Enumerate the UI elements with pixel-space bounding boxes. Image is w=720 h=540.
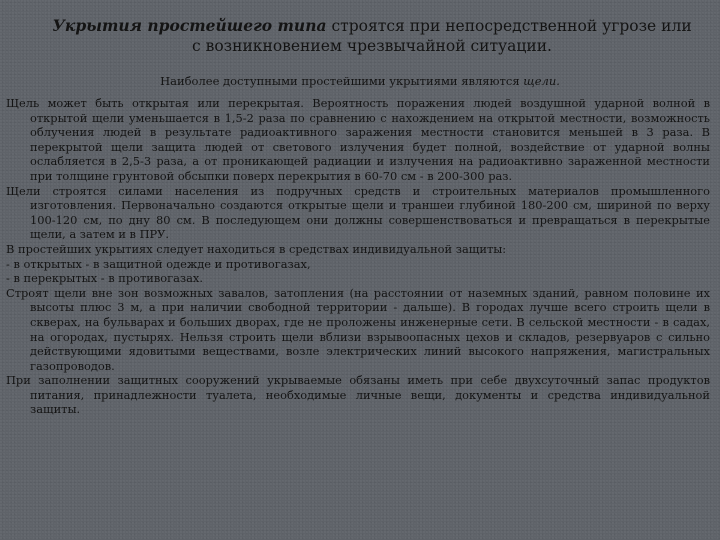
title-rest: строятся при непосредственной угрозе или с возникновением чрезвычайной ситуации. [192, 17, 692, 55]
paragraph-construction: Щели строятся силами населения из подручных средств и строительных материалов промышленного изготовления. Первоначально создаются открытые щели и траншеи глубиной 180-200 см, шириной по верху 100-120 см, по дну 80 см. В последующем они должны совершенствоваться и превращаться в перекрытые щели, а затем и в ПРУ. [6, 183, 710, 242]
paragraph-supplies: При заполнении защитных сооружений укрываемые обязаны иметь при себе двухсуточный запас продуктов питания, принадлежности туалета, необходимые личные вещи, документы и средства индивидуальной защиты. [6, 373, 710, 417]
paragraph-protection-means: В простейших укрытиях следует находиться в средствах индивидуальной защиты: [6, 241, 507, 256]
paragraph-location: Строят щели вне зон возможных завалов, затопления (на расстоянии от наземных зданий, равном половине их высоты плюс 3 м, а при наличии свободной территории - дальше). В городах лучше всего строить щели в скверах, на бульварах и больших дворах, где не проложены инженерные сети. В сельской местности - в садах, на огородах, пустырях. Нельзя строить щели вблизи взрывоопасных цехов и складов, резервуаров с сильно действующими ядовитыми веществами, возле электрических линий высокого напряжения, магистральных газопроводов. [6, 285, 710, 373]
list-item-open: - в открытых - в защитной одежде и противогазах, [6, 256, 311, 271]
list-item-covered: - в перекрытых - в противогазах. [6, 271, 203, 286]
slide-title [52, 16, 692, 56]
intro-emphasis: щели. [523, 74, 560, 88]
intro-text: Наиболее доступными простейшими укрытиями являются [160, 74, 524, 88]
paragraph-trench-types: Щель может быть открытая или перекрытая. Вероятность поражения людей воздушной ударной волной в открытой щели уменьшается в 1,5-2 раза по сравнению с нахождением на открытой местности, возможность облучения людей в результате радиоактивного заражения местности становится меньшей в 3 раза. В перекрытой щели защита людей от светового излучения будет полной, воздействие от ударной волны ослабляется в 2,5-3 раза, а от проникающей радиации и излучения на радиоактивно зараженной местности при толщине грунтовой обсыпки поверх перекрытия в 60-70 см - в 200-300 раз. [6, 96, 710, 183]
title-lead: Укрытия простейшего типа [52, 16, 327, 35]
body-text [6, 96, 710, 417]
intro-line [40, 74, 680, 88]
